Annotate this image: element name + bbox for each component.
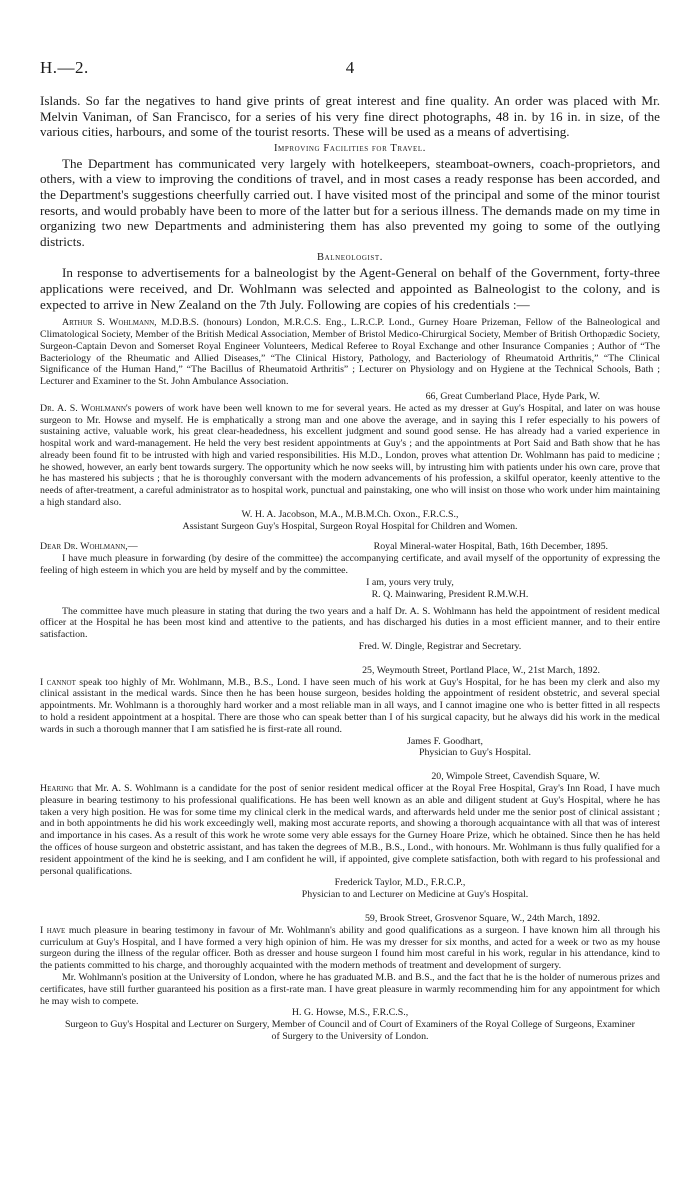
letter5-opening: Hearing xyxy=(40,783,74,795)
letter5-signature-title: Physician to and Lecturer on Medicine at Guy's Hospital. xyxy=(301,889,529,901)
letter1-text: powers of work have been well known to me for several years. He acted as my dresser at Guy's Hospital, and later on was house surgeon to Mr. Howse and myself. He is emphatically a strong man and one above the average, and in saying this I refer especially to his powers of sustaining active, valuable work, his great clear-headedness, his excellent judgment and sound good sense. He has already had a varied experience in hospital work and ward-management. He held the very best resident appointments at Guy's ; and the appointments at Port Said and Bath show that he has already been found fit to be intrusted with high and varied responsibilities. His M.D., London, proves what attention Dr. Wohlmann has paid to medicine ; he showed, however, an early bent towards surgery. The opportunity which he now seeks will, by intrusting him with patients under his own care, prove that he has mastered his subjects ; that he is thoroughly conversant with the modern advancements of his profession, a skilful operator, keenly attentive to the needs of after-treatment, a careful administrator as to hospital work, punctual and painstaking, one who will insist on those who work under him maintaining a high standard also. xyxy=(40,402,660,509)
page-number: 4 xyxy=(345,58,355,77)
letter2-place-date: Royal Mineral-water Hospital, Bath, 16th December, 1895. xyxy=(373,541,608,553)
letter6-body-2: Mr. Wohlmann's position at the University of London, where he has graduated M.B. and B.S., and the fact that he is the holder of numerous prizes and certificates, have still further guaranteed his position as a first-rate man. I have great pleasure in warmly recommending him for any appointment for which he may wish to compete. xyxy=(40,971,660,1007)
letter4-text: speak too highly of Mr. Wohlmann, M.B., B.S., Lond. I have seen much of his work at Guy's Hospital, for he has been my clerk and also my clinical assistant in the medical wards. Since then he has been house surgeon, besides holding the appointment of resident obstetric, and several special appointments. Mr. Wohlmann is a thoroughly hard worker and a most reliable man in all ways, and I cannot imagine one who is better fitted in all respects to hold a resident appointment at a hospital. There are those who can speak better than I of his surgical capacity, but he always did his work in the medical wards in such a thorough manner that I am satisfied he is first-rate all round. xyxy=(40,676,660,735)
letter2-heading-row xyxy=(40,541,660,553)
letter5-body xyxy=(40,783,660,877)
letter2-salutation: Dear Dr. Wohlmann,— xyxy=(40,541,138,553)
letter4-body xyxy=(40,677,660,736)
letter6-opening: I have xyxy=(40,924,66,936)
letter1-signature-title: Assistant Surgeon Guy's Hospital, Surgeon Royal Hospital for Children and Women. xyxy=(182,520,518,532)
letter5-address: 20, Wimpole Street, Cavendish Square, W. xyxy=(431,771,600,783)
letter6-address: 59, Brook Street, Grosvenor Square, W., 24th March, 1892. xyxy=(364,912,600,924)
section-heading-balneologist: Balneologist. xyxy=(316,252,384,264)
letter5-text: that Mr. A. S. Wohlmann is a candidate for the post of senior resident medical officer at the Royal Free Hospital, Gray's Inn Road, I have much pleasure in bearing testimony to his professional qualifications. He has been well known as an able and diligent student at Guy's Hospital, where he has taken a very high position. He was for some time my clinical clerk in the medical wards, and afterwards held under me the senior post of clinical assistant ; and in both appointments he did his work exceedingly well, making most accurate reports, and showing a thorough acquaintance with all that was of interest and importance in his cases. As a result of this work he wrote some very able essays for the Gurney Hoare Prize, which he obtained. Since then he has held the offices of house surgeon and obstetric assistant, and has taken the degrees of M.B., B.S., Lond., with honours. Mr. Wohlmann is thus fully qualified for a resident appointment of the kind he is seeking, and I am confident he will, if appointed, give complete satisfaction, both with regard to his professional and personal qualifications. xyxy=(40,783,660,877)
travel-paragraph: The Department has communicated very largely with hotelkeepers, steamboat-owners, coach-proprietors, and others, with a view to improving the conditions of travel, and in most cases a ready response has been accorded, and the Department's suggestions cheerfully carried out. I have visited most of the principal and some of the minor tourist resorts, and would probably have been to more of the latter but for a serious illness. The demands made on my time in organizing two new Departments and administering them has also prevented my going to some of the outlying districts. xyxy=(40,155,660,249)
letter3-body: The committee have much pleasure in stating that during the two years and a half Dr. A. S. Wohlmann has held the appointment of resident medical officer at the Hospital he has been most kind and attentive to the patients, and has discharged his duties in a most efficient manner, and to their entire satisfaction. xyxy=(40,605,660,641)
document-body xyxy=(40,93,660,1043)
letter2-closing: I am, yours very truly, xyxy=(366,577,454,589)
letter4-signature: James F. Goodhart, xyxy=(406,735,483,747)
credentials-text: M.D.B.S. (honours) London, M.R.C.S. Eng., L.R.C.P. Lond., Gurney Hoare Prizeman, Fellow of the Balneological and Climatological Society, Member of the British Medical Association, Member of Bristol Medico-Chirurgical Society, Member of British Orthopædic Society, Surgeon-Captain Devon and Somerset Royal Engineer Volunteers, Medical Referee to Royal Exchange and other Insurance Companies ; Author of “The Bacteriology of the Rheumatic and Allied Diseases,” “The Clinical History, Pathology, and Bacteriology of Rheumatoid Arthritis,” “The Clinical Significance of the Human Hand,” “The Bacillus of Rheumatoid Arthritis” ; Lecturer on Physiology and on Hygiene at the Technical Schools, Bath ; Lecturer and Examiner to the St. John Ambulance Association. xyxy=(40,317,660,388)
letter6-signature-title: Surgeon to Guy's Hospital and Lecturer on Surgery, Member of Council and of Court of Examiners of the Royal College of Surgeons, Examiner of Surgery to the University of London. xyxy=(65,1019,635,1042)
letter4-signature-title: Physician to Guy's Hospital. xyxy=(418,747,532,759)
letter4-address: 25, Weymouth Street, Portland Place, W., 21st March, 1892. xyxy=(362,664,600,676)
letter6-text: much pleasure in bearing testimony in favour of Mr. Wohlmann's ability and good qualifications as a surgeon. I have known him all through his curriculum at Guy's Hospital, and I have formed a very high opinion of him. He was my dresser for six months, and acted for a week or two as my house surgeon during the illness of the regular officer. Both as dresser and house surgeon I found him most careful in his work, regular in his attendance, kind to the patients committed to his charge, and thoroughly acquainted with the modern methods of treatment and development of surgery. xyxy=(40,924,660,972)
letter2-signature: R. Q. Mainwaring, President R.M.W.H. xyxy=(371,588,529,600)
document-code: H.—2. xyxy=(40,58,89,77)
letter1-body xyxy=(40,403,660,509)
letter3-signature: Fred. W. Dingle, Registrar and Secretary. xyxy=(358,641,522,653)
letter1-address: 66, Great Cumberland Place, Hyde Park, W. xyxy=(425,390,600,402)
page-header xyxy=(40,58,660,80)
section-heading-travel: Improving Facilities for Travel. xyxy=(273,142,427,154)
letter6-body xyxy=(40,925,660,972)
letter4-opening: I cannot xyxy=(40,676,76,688)
intro-paragraph: Islands. So far the negatives to hand give prints of great interest and fine quality. An order was placed with Mr. Melvin Vaniman, of San Francisco, for a series of his very fine direct photographs, 48 in. by 16 in. in size, of the various cities, harbours, and some of the tourist resorts. These will be used as a means of advertising. xyxy=(40,93,660,140)
balneologist-paragraph: In response to advertisements for a balneologist by the Agent-General on behalf of the Government, forty-three applications were received, and Dr. Wohlmann was selected and appointed as Balneologist to the colony, and is expected to arrive in New Zealand on the 7th July. Following are copies of his credentials :— xyxy=(40,265,660,312)
credentials-name: Arthur S. Wohlmann, xyxy=(62,317,157,329)
letter2-body: I have much pleasure in forwarding (by desire of the committee) the accompanying certificate, and avail myself of the opportunity of expressing the feeling of high esteem in which you are held by myself and by the committee. xyxy=(40,553,660,577)
letter1-signature: W. H. A. Jacobson, M.A., M.B.M.Ch. Oxon., F.R.C.S., xyxy=(241,508,459,520)
letter6-signature: H. G. Howse, M.S., F.R.C.S., xyxy=(291,1007,409,1019)
credentials-paragraph xyxy=(40,317,660,388)
letter5-signature: Frederick Taylor, M.D., F.R.C.P., xyxy=(334,877,466,889)
letter1-opening: Dr. A. S. Wohlmann's xyxy=(40,402,132,414)
